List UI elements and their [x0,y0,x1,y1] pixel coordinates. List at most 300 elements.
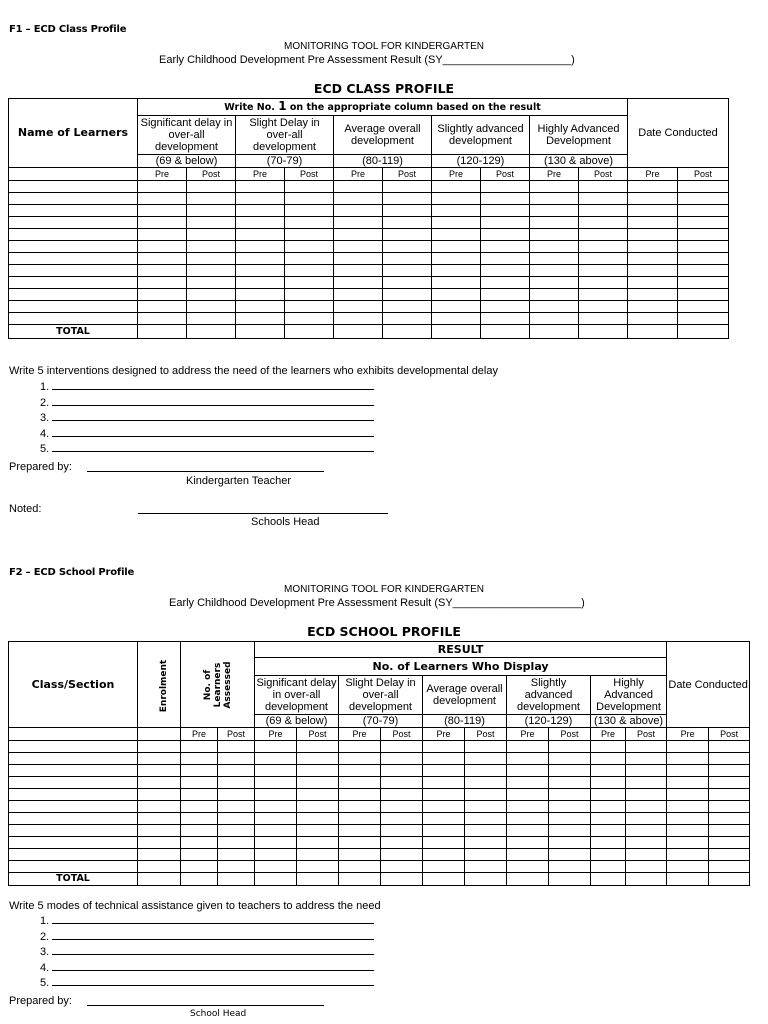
entry-cell[interactable] [339,825,381,837]
entry-cell[interactable] [530,241,579,253]
entry-cell[interactable] [628,313,678,325]
entry-cell[interactable] [709,861,750,873]
entry-cell[interactable] [9,861,138,873]
entry-cell[interactable] [481,277,530,289]
entry-cell[interactable] [138,813,181,825]
entry-cell[interactable] [579,277,628,289]
entry-cell[interactable] [667,753,709,765]
teacher-signature-line[interactable] [87,471,324,472]
entry-cell[interactable] [187,229,236,241]
entry-cell[interactable] [187,265,236,277]
entry-cell[interactable] [709,789,750,801]
entry-cell[interactable] [9,229,138,241]
entry-cell[interactable] [709,777,750,789]
entry-cell[interactable] [9,217,138,229]
entry-cell[interactable] [465,849,507,861]
entry-cell[interactable] [297,753,339,765]
entry-cell[interactable] [138,301,187,313]
entry-cell[interactable] [236,217,285,229]
entry-cell[interactable] [549,813,591,825]
entry-cell[interactable] [678,193,729,205]
entry-cell[interactable] [138,741,181,753]
entry-cell[interactable] [218,765,255,777]
entry-cell[interactable] [432,301,481,313]
entry-cell[interactable] [579,181,628,193]
entry-cell[interactable] [530,265,579,277]
entry-cell[interactable] [9,241,138,253]
entry-cell[interactable] [530,193,579,205]
entry-cell[interactable] [423,789,465,801]
entry-cell[interactable] [507,825,549,837]
entry-cell[interactable] [591,777,626,789]
entry-cell[interactable] [138,265,187,277]
entry-cell[interactable] [383,313,432,325]
entry-cell[interactable] [549,825,591,837]
entry-cell[interactable] [181,741,218,753]
entry-cell[interactable] [9,849,138,861]
entry-cell[interactable] [667,837,709,849]
entry-cell[interactable] [339,837,381,849]
entry-cell[interactable] [628,301,678,313]
entry-cell[interactable] [667,777,709,789]
entry-cell[interactable] [339,741,381,753]
entry-cell[interactable] [481,241,530,253]
entry-cell[interactable] [383,301,432,313]
list-item[interactable]: 4. [40,426,374,442]
entry-cell[interactable] [187,277,236,289]
entry-cell[interactable] [9,181,138,193]
entry-cell[interactable] [255,789,297,801]
entry-cell[interactable] [481,193,530,205]
entry-cell[interactable] [465,801,507,813]
entry-cell[interactable] [507,801,549,813]
entry-cell[interactable] [465,753,507,765]
entry-cell[interactable] [339,861,381,873]
entry-cell[interactable] [667,741,709,753]
entry-cell[interactable] [181,789,218,801]
entry-cell[interactable] [667,789,709,801]
entry-cell[interactable] [381,777,423,789]
entry-cell[interactable] [236,241,285,253]
entry-cell[interactable] [709,825,750,837]
entry-cell[interactable] [255,837,297,849]
entry-cell[interactable] [549,849,591,861]
entry-cell[interactable] [236,205,285,217]
entry-cell[interactable] [285,265,334,277]
entry-cell[interactable] [423,837,465,849]
entry-cell[interactable] [678,265,729,277]
entry-cell[interactable] [667,825,709,837]
entry-cell[interactable] [432,181,481,193]
entry-cell[interactable] [423,801,465,813]
entry-cell[interactable] [626,849,667,861]
entry-cell[interactable] [255,849,297,861]
entry-cell[interactable] [339,813,381,825]
entry-cell[interactable] [626,777,667,789]
entry-cell[interactable] [285,241,334,253]
entry-cell[interactable] [549,789,591,801]
entry-cell[interactable] [236,253,285,265]
entry-cell[interactable] [236,277,285,289]
entry-cell[interactable] [432,205,481,217]
entry-cell[interactable] [423,825,465,837]
entry-cell[interactable] [423,765,465,777]
entry-cell[interactable] [481,205,530,217]
entry-cell[interactable] [297,837,339,849]
entry-cell[interactable] [626,741,667,753]
entry-cell[interactable] [9,277,138,289]
entry-cell[interactable] [626,753,667,765]
entry-cell[interactable] [383,289,432,301]
entry-cell[interactable] [481,301,530,313]
list-item[interactable]: 2. [40,929,374,945]
entry-cell[interactable] [507,789,549,801]
entry-cell[interactable] [218,813,255,825]
entry-cell[interactable] [507,837,549,849]
entry-cell[interactable] [181,825,218,837]
entry-cell[interactable] [218,849,255,861]
entry-cell[interactable] [334,241,383,253]
entry-cell[interactable] [297,813,339,825]
entry-cell[interactable] [465,765,507,777]
entry-cell[interactable] [297,849,339,861]
entry-cell[interactable] [579,313,628,325]
entry-cell[interactable] [255,777,297,789]
entry-cell[interactable] [285,217,334,229]
entry-cell[interactable] [138,789,181,801]
entry-cell[interactable] [626,861,667,873]
entry-cell[interactable] [530,253,579,265]
head-signature-line[interactable] [138,513,388,514]
entry-cell[interactable] [381,861,423,873]
entry-cell[interactable] [187,181,236,193]
entry-cell[interactable] [187,193,236,205]
entry-cell[interactable] [678,313,729,325]
entry-cell[interactable] [297,861,339,873]
entry-cell[interactable] [667,801,709,813]
entry-cell[interactable] [507,765,549,777]
entry-cell[interactable] [481,313,530,325]
entry-cell[interactable] [579,193,628,205]
entry-cell[interactable] [181,849,218,861]
entry-cell[interactable] [255,825,297,837]
entry-cell[interactable] [138,777,181,789]
entry-cell[interactable] [236,181,285,193]
entry-cell[interactable] [334,253,383,265]
entry-cell[interactable] [236,229,285,241]
entry-cell[interactable] [9,265,138,277]
entry-cell[interactable] [591,849,626,861]
entry-cell[interactable] [218,789,255,801]
entry-cell[interactable] [9,205,138,217]
entry-cell[interactable] [628,193,678,205]
entry-cell[interactable] [709,801,750,813]
entry-cell[interactable] [481,289,530,301]
entry-cell[interactable] [591,801,626,813]
entry-cell[interactable] [678,217,729,229]
entry-cell[interactable] [187,241,236,253]
entry-cell[interactable] [285,205,334,217]
entry-cell[interactable] [285,289,334,301]
entry-cell[interactable] [530,277,579,289]
entry-cell[interactable] [255,813,297,825]
entry-cell[interactable] [138,753,181,765]
entry-cell[interactable] [507,861,549,873]
entry-cell[interactable] [334,277,383,289]
entry-cell[interactable] [423,849,465,861]
entry-cell[interactable] [579,301,628,313]
entry-cell[interactable] [432,193,481,205]
entry-cell[interactable] [667,861,709,873]
entry-cell[interactable] [432,289,481,301]
entry-cell[interactable] [381,753,423,765]
entry-cell[interactable] [187,217,236,229]
entry-cell[interactable] [591,813,626,825]
entry-cell[interactable] [181,765,218,777]
entry-cell[interactable] [481,253,530,265]
entry-cell[interactable] [709,813,750,825]
entry-cell[interactable] [465,861,507,873]
entry-cell[interactable] [138,849,181,861]
entry-cell[interactable] [579,289,628,301]
entry-cell[interactable] [481,265,530,277]
entry-cell[interactable] [579,241,628,253]
list-item[interactable]: 3. [40,944,374,960]
list-item[interactable]: 2. [40,395,374,411]
list-item[interactable]: 5. [40,441,374,457]
entry-cell[interactable] [628,229,678,241]
entry-cell[interactable] [626,837,667,849]
entry-cell[interactable] [187,205,236,217]
entry-cell[interactable] [591,741,626,753]
entry-cell[interactable] [297,801,339,813]
entry-cell[interactable] [678,229,729,241]
entry-cell[interactable] [9,837,138,849]
entry-cell[interactable] [138,837,181,849]
entry-cell[interactable] [591,825,626,837]
entry-cell[interactable] [285,277,334,289]
entry-cell[interactable] [549,753,591,765]
entry-cell[interactable] [383,217,432,229]
entry-cell[interactable] [339,765,381,777]
entry-cell[interactable] [549,801,591,813]
entry-cell[interactable] [297,765,339,777]
entry-cell[interactable] [181,837,218,849]
entry-cell[interactable] [530,289,579,301]
entry-cell[interactable] [549,861,591,873]
entry-cell[interactable] [218,777,255,789]
entry-cell[interactable] [381,765,423,777]
entry-cell[interactable] [334,313,383,325]
entry-cell[interactable] [432,253,481,265]
entry-cell[interactable] [297,789,339,801]
entry-cell[interactable] [383,193,432,205]
entry-cell[interactable] [339,801,381,813]
entry-cell[interactable] [255,753,297,765]
entry-cell[interactable] [9,193,138,205]
entry-cell[interactable] [236,289,285,301]
entry-cell[interactable] [591,789,626,801]
entry-cell[interactable] [549,777,591,789]
entry-cell[interactable] [678,241,729,253]
entry-cell[interactable] [628,289,678,301]
entry-cell[interactable] [9,313,138,325]
entry-cell[interactable] [667,849,709,861]
entry-cell[interactable] [383,265,432,277]
entry-cell[interactable] [339,777,381,789]
entry-cell[interactable] [530,181,579,193]
entry-cell[interactable] [187,313,236,325]
entry-cell[interactable] [626,813,667,825]
entry-cell[interactable] [9,753,138,765]
list-item[interactable]: 5. [40,975,374,991]
entry-cell[interactable] [432,241,481,253]
entry-cell[interactable] [432,217,481,229]
entry-cell[interactable] [138,801,181,813]
entry-cell[interactable] [383,277,432,289]
entry-cell[interactable] [709,741,750,753]
list-item[interactable]: 3. [40,410,374,426]
entry-cell[interactable] [334,301,383,313]
entry-cell[interactable] [9,801,138,813]
entry-cell[interactable] [236,301,285,313]
entry-cell[interactable] [678,301,729,313]
entry-cell[interactable] [381,789,423,801]
entry-cell[interactable] [187,289,236,301]
entry-cell[interactable] [138,241,187,253]
entry-cell[interactable] [138,181,187,193]
entry-cell[interactable] [381,837,423,849]
entry-cell[interactable] [218,837,255,849]
entry-cell[interactable] [339,753,381,765]
entry-cell[interactable] [579,265,628,277]
entry-cell[interactable] [339,849,381,861]
entry-cell[interactable] [218,861,255,873]
entry-cell[interactable] [432,313,481,325]
entry-cell[interactable] [628,217,678,229]
entry-cell[interactable] [628,277,678,289]
entry-cell[interactable] [667,813,709,825]
entry-cell[interactable] [381,741,423,753]
entry-cell[interactable] [9,825,138,837]
entry-cell[interactable] [297,777,339,789]
head-signature-line[interactable] [87,1005,324,1006]
entry-cell[interactable] [255,801,297,813]
entry-cell[interactable] [423,777,465,789]
entry-cell[interactable] [138,313,187,325]
entry-cell[interactable] [465,777,507,789]
entry-cell[interactable] [383,181,432,193]
entry-cell[interactable] [626,825,667,837]
entry-cell[interactable] [138,193,187,205]
entry-cell[interactable] [579,217,628,229]
entry-cell[interactable] [432,277,481,289]
entry-cell[interactable] [236,193,285,205]
entry-cell[interactable] [626,801,667,813]
entry-cell[interactable] [465,789,507,801]
entry-cell[interactable] [138,229,187,241]
entry-cell[interactable] [507,777,549,789]
entry-cell[interactable] [187,301,236,313]
entry-cell[interactable] [423,741,465,753]
entry-cell[interactable] [285,181,334,193]
entry-cell[interactable] [507,741,549,753]
entry-cell[interactable] [628,253,678,265]
entry-cell[interactable] [255,741,297,753]
entry-cell[interactable] [236,313,285,325]
entry-cell[interactable] [285,193,334,205]
entry-cell[interactable] [334,205,383,217]
entry-cell[interactable] [579,229,628,241]
list-item[interactable]: 1. [40,913,374,929]
entry-cell[interactable] [530,229,579,241]
entry-cell[interactable] [181,861,218,873]
entry-cell[interactable] [218,753,255,765]
entry-cell[interactable] [181,801,218,813]
entry-cell[interactable] [334,193,383,205]
entry-cell[interactable] [181,777,218,789]
list-item[interactable]: 4. [40,960,374,976]
entry-cell[interactable] [334,289,383,301]
entry-cell[interactable] [181,753,218,765]
entry-cell[interactable] [678,289,729,301]
entry-cell[interactable] [549,741,591,753]
entry-cell[interactable] [383,241,432,253]
entry-cell[interactable] [579,253,628,265]
entry-cell[interactable] [9,789,138,801]
entry-cell[interactable] [334,265,383,277]
entry-cell[interactable] [530,217,579,229]
entry-cell[interactable] [591,861,626,873]
entry-cell[interactable] [381,825,423,837]
list-item[interactable]: 1. [40,379,374,395]
entry-cell[interactable] [579,205,628,217]
entry-cell[interactable] [381,813,423,825]
entry-cell[interactable] [285,313,334,325]
entry-cell[interactable] [678,205,729,217]
entry-cell[interactable] [591,765,626,777]
entry-cell[interactable] [530,313,579,325]
entry-cell[interactable] [628,265,678,277]
entry-cell[interactable] [383,205,432,217]
entry-cell[interactable] [481,229,530,241]
entry-cell[interactable] [530,205,579,217]
entry-cell[interactable] [297,741,339,753]
entry-cell[interactable] [383,253,432,265]
entry-cell[interactable] [138,277,187,289]
entry-cell[interactable] [285,253,334,265]
entry-cell[interactable] [432,265,481,277]
entry-cell[interactable] [549,837,591,849]
entry-cell[interactable] [138,217,187,229]
entry-cell[interactable] [138,205,187,217]
entry-cell[interactable] [334,217,383,229]
entry-cell[interactable] [9,765,138,777]
entry-cell[interactable] [9,813,138,825]
entry-cell[interactable] [138,289,187,301]
entry-cell[interactable] [626,789,667,801]
entry-cell[interactable] [507,849,549,861]
entry-cell[interactable] [530,301,579,313]
entry-cell[interactable] [709,849,750,861]
entry-cell[interactable] [591,837,626,849]
entry-cell[interactable] [626,765,667,777]
entry-cell[interactable] [481,181,530,193]
entry-cell[interactable] [255,765,297,777]
entry-cell[interactable] [549,765,591,777]
entry-cell[interactable] [709,753,750,765]
entry-cell[interactable] [187,253,236,265]
